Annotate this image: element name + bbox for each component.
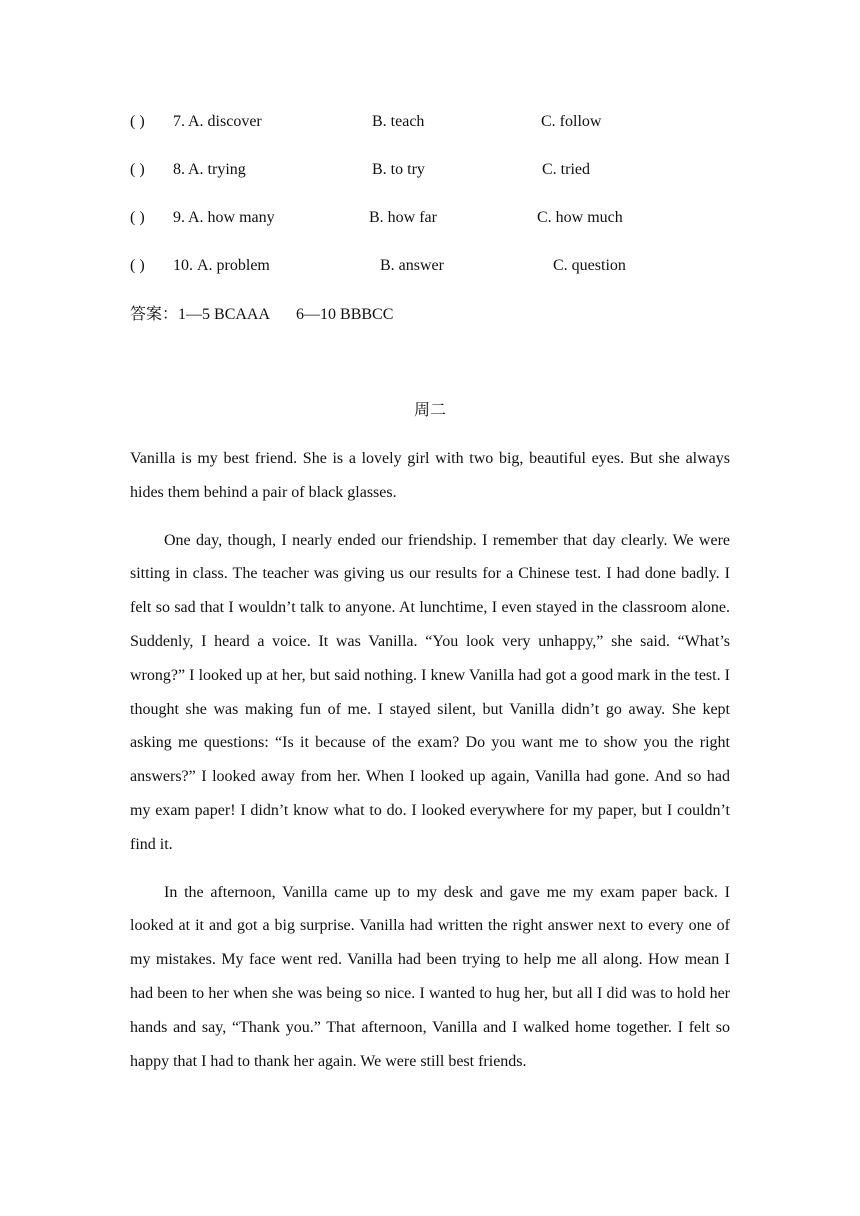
section-title: 周二: [413, 402, 446, 419]
option-b: B. to try: [372, 161, 425, 178]
option-c: C. tried: [542, 161, 590, 178]
option-c: C. question: [553, 257, 626, 274]
option-a: A. trying: [188, 161, 246, 178]
answer-key-part1: 1—5 BCAAA: [178, 306, 271, 323]
passage-paragraph: One day, though, I nearly ended our friendship. I remember that day clearly. We were sitting in class. The teacher was giving us our results for a Chinese test. I had done badly. I felt so sad that I wouldn’t talk to anyone. At lunchtime, I even stayed in the classroom alone. Suddenly, I heard a voice. It was Vanilla. “You look very unhappy,” she said. “What’s wrong?” I looked up at her, but said nothing. I knew Vanilla had got a good mark in the test. I thought she was making fun of me. I stayed silent, but Vanilla didn’t go away. She kept asking me questions: “Is it because of the exam? Do you want me to show you the right answers?” I looked away from her. When I looked up again, Vanilla had gone. And so had my exam paper! I didn’t know what to do. I looked everywhere for my paper, but I couldn’t find it.: [130, 531, 730, 853]
question-number: 7.: [173, 113, 185, 130]
answer-key-label: 答案：: [130, 306, 179, 323]
option-b: B. answer: [380, 257, 444, 274]
question-number: 10.: [173, 257, 193, 274]
option-b: B. how far: [369, 209, 437, 226]
answer-key-part2: 6—10 BBBCC: [296, 306, 394, 323]
option-b: B. teach: [372, 113, 425, 130]
passage-paragraph: Vanilla is my best friend. She is a lovely girl with two big, beautiful eyes. But she always hides them behind a pair of black glasses.: [130, 450, 730, 501]
passage-paragraph: In the afternoon, Vanilla came up to my desk and gave me my exam paper back. I looked at it and got a big surprise. Vanilla had written the right answer next to every one of my mistakes. My face went red. Vanilla had been trying to help me all along. How mean I had been to her when she was being so nice. I wanted to hug her, but all I did was to hold her hands and say, “Thank you.” That afternoon, Vanilla and I walked home together. I felt so happy that I had to thank her again. We were still best friends.: [130, 883, 730, 1070]
option-a: A. problem: [197, 257, 270, 274]
answer-blank: ( ): [130, 161, 145, 178]
answer-blank: ( ): [130, 209, 145, 226]
reading-passage: [130, 442, 730, 1092]
question-number: 9.: [173, 209, 185, 226]
answer-key: [130, 303, 393, 327]
option-a: A. how many: [188, 209, 275, 226]
option-c: C. follow: [541, 113, 602, 130]
option-c: C. how much: [537, 209, 623, 226]
question-number: 8.: [173, 161, 185, 178]
option-a: A. discover: [188, 113, 262, 130]
answer-blank: ( ): [130, 113, 145, 130]
answer-blank: ( ): [130, 257, 145, 274]
